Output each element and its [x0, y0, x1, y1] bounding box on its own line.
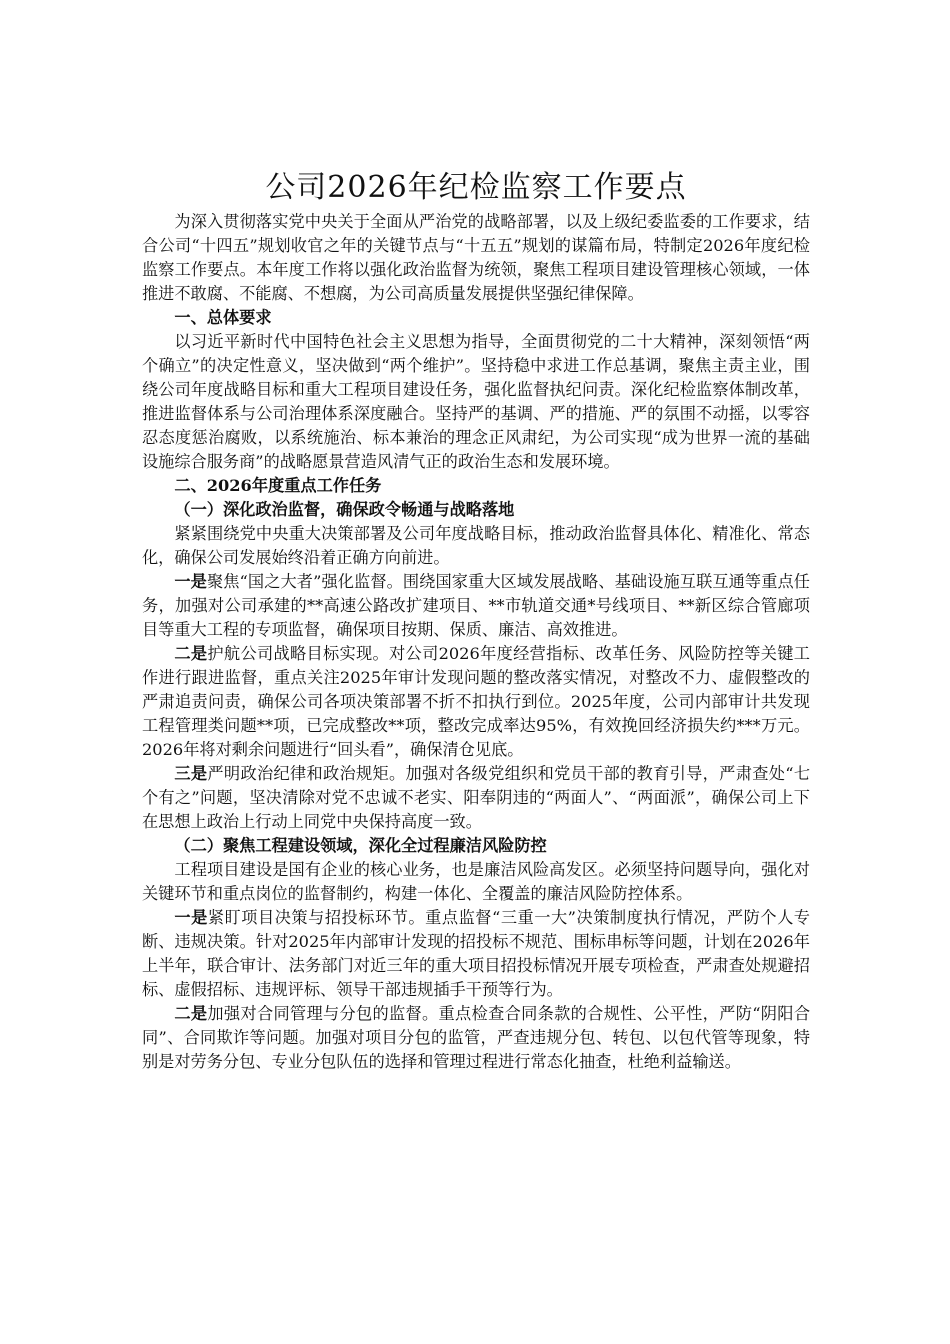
- list-item: [142, 642, 810, 762]
- item-text: 严明政治纪律和政治规矩。加强对各级党组织和党员干部的教育引导，严肃查处“七个有之”问题，坚决清除对党不忠诚不老实、阳奉阴违的“两面人”、“两面派”，确保公司上下在思想上政治上行动上同党中央保持高度一致。: [142, 764, 811, 831]
- item-text: 加强对合同管理与分包的监督。重点检查合同条款的合规性、公平性，严防“阴阳合同”、合同欺诈等问题。加强对项目分包的监管，严查违规分包、转包、以包代管等现象，特别是对劳务分包、专业分包队伍的选择和管理过程进行常态化抽查，杜绝利益输送。: [142, 1004, 811, 1071]
- item-text: 紧盯项目决策与招投标环节。重点监督“三重一大”决策制度执行情况，严防个人专断、违规决策。针对2025年内部审计发现的招投标不规范、围标串标等问题，计划在2026年上半年，联合审计、法务部门对近三年的重大项目招投标情况开展专项检查，严肃查处规避招标、虚假招标、违规评标、领导干部违规插手干预等行为。: [142, 908, 810, 999]
- item-lead: 二是: [174, 644, 208, 663]
- list-item: [142, 570, 810, 642]
- item-text: 聚焦“国之大者”强化监督。围绕国家重大区域发展战略、基础设施互联互通等重点任务，加强对公司承建的**高速公路改扩建项目、**市轨道交通*号线项目、**新区综合管廊项目等重大工程的专项监督，确保项目按期、保质、廉洁、高效推进。: [142, 572, 810, 639]
- intro-paragraph: 为深入贯彻落实党中央关于全面从严治党的战略部署，以及上级纪委监委的工作要求，结合公司“十四五”规划收官之年的关键节点与“十五五”规划的谋篇布局，特制定2026年度纪检监察工作要点。本年度工作将以强化政治监督为统领，聚焦工程项目建设管理核心领域，一体推进不敢腐、不能腐、不想腐，为公司高质量发展提供坚强纪律保障。: [142, 212, 810, 303]
- document-page: [142, 168, 810, 1074]
- item-lead: 一是: [174, 908, 208, 927]
- item-text: 护航公司战略目标实现。对公司2026年度经营指标、改革任务、风险防控等关键工作进行跟进监督，重点关注2025年审计发现问题的整改落实情况，对整改不力、虚假整改的严肃追责问责，确保公司各项决策部署不折不扣执行到位。2025年度，公司内部审计共发现工程管理类问题**项，已完成整改**项，整改完成率达95%，有效挽回经济损失约***万元。2026年将对剩余问题进行“回头看”，确保清仓见底。: [142, 644, 810, 759]
- item-lead: 一是: [174, 572, 207, 591]
- list-item: [142, 762, 810, 834]
- list-item: [142, 1002, 810, 1074]
- political-supervision-intro: 紧紧围绕党中央重大决策部署及公司年度战略目标，推动政治监督具体化、精准化、常态化，确保公司发展始终沿着正确方向前进。: [142, 524, 810, 567]
- general-requirements-paragraph: 以习近平新时代中国特色社会主义思想为指导，全面贯彻党的二十大精神，深刻领悟“两个确立”的决定性意义，坚决做到“两个维护”。坚持稳中求进工作总基调，聚焦主责主业，围绕公司年度战略目标和重大工程项目建设任务，强化监督执纪问责。深化纪检监察体制改革，推进监督体系与公司治理体系深度融合。坚持严的基调、严的措施、严的氛围不动摇，以零容忍态度惩治腐败，以系统施治、标本兼治的理念正风肃纪，为公司实现“成为世界一流的基础设施综合服务商”的战略愿景营造风清气正的政治生态和发展环境。: [142, 332, 810, 471]
- section-heading-general-requirements: 一、总体要求: [174, 308, 272, 327]
- item-lead: 二是: [174, 1004, 208, 1023]
- subsection-heading-engineering-construction: （二）聚焦工程建设领域，深化全过程廉洁风险防控: [174, 836, 547, 855]
- subsection-heading-political-supervision: （一）深化政治监督，确保政令畅通与战略落地: [174, 500, 515, 519]
- item-lead: 三是: [174, 764, 208, 783]
- engineering-construction-intro: 工程项目建设是国有企业的核心业务，也是廉洁风险高发区。必须坚持问题导向，强化对关键环节和重点岗位的监督制约，构建一体化、全覆盖的廉洁风险防控体系。: [142, 860, 810, 903]
- section-heading-key-tasks: 二、2026年度重点工作任务: [174, 476, 382, 495]
- document-title: 公司2026年纪检监察工作要点: [265, 170, 687, 205]
- list-item: [142, 906, 810, 1002]
